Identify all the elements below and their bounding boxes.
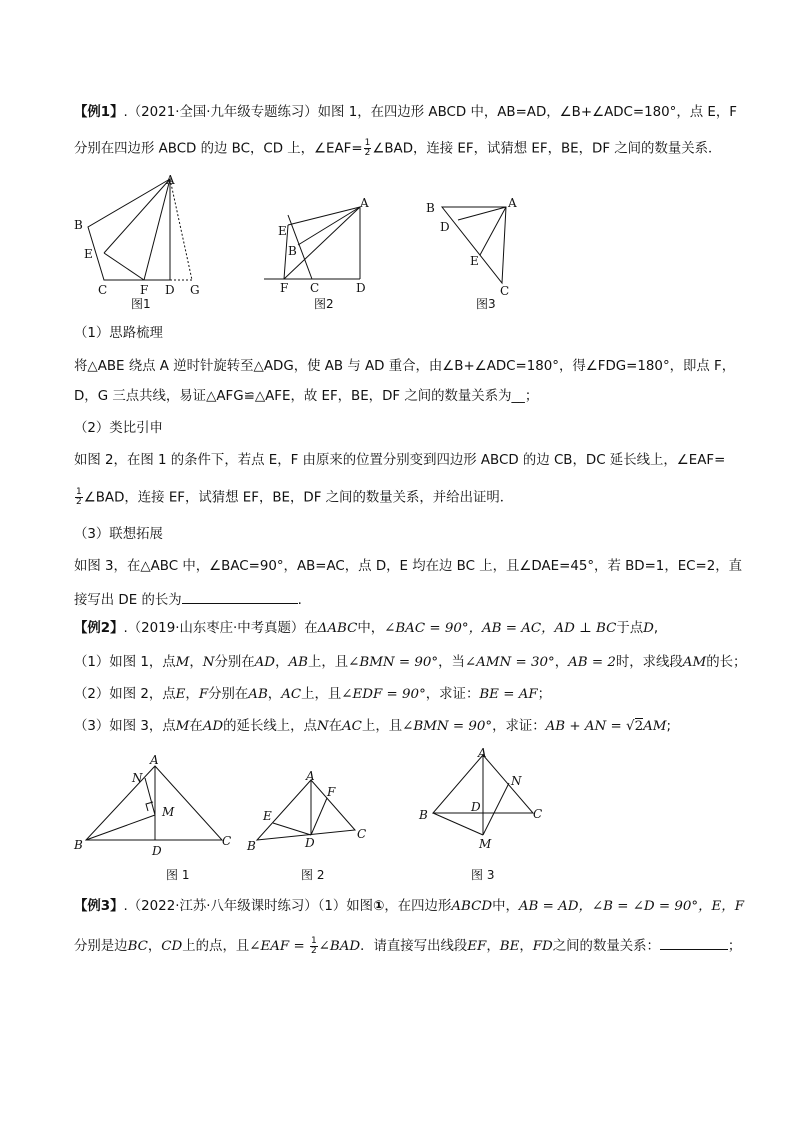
label-E: E xyxy=(470,254,479,268)
label-D: D xyxy=(152,844,162,858)
label-N: N xyxy=(132,771,143,785)
label-C: C xyxy=(500,284,510,298)
math: AB = AD，∠B = ∠D = 90°，E，F xyxy=(518,899,744,914)
circled-1: ① xyxy=(373,899,385,914)
math: BE = AF xyxy=(479,687,538,702)
label-A: A xyxy=(306,769,315,783)
math-d: D xyxy=(643,621,654,636)
label-A: A xyxy=(478,746,487,760)
txt: ，求证： xyxy=(425,687,480,702)
ex1-part1-line1: 将△ABE 绕点 A 逆时针旋转至△ADG，使 AB 与 AD 重合，由∠B+∠ADC=180°，得∠FDG=180°，即点 F， xyxy=(74,359,736,374)
ex1-tag: 【例1】 xyxy=(74,105,124,120)
ex3-fraction xyxy=(310,937,318,956)
math: AB + AN = xyxy=(545,719,627,734)
txt: （3）如图 3，点 xyxy=(74,719,176,734)
math: ∠AMN = 30° xyxy=(464,655,555,670)
ex1-part1-line2: D，G 三点共线，易证△AFG≌△AFE，故 EF，BE，DF 之间的数量关系为__； xyxy=(74,389,539,404)
ex1-part3-end: . xyxy=(297,593,302,608)
txt: ； xyxy=(537,687,552,702)
txt: ， xyxy=(275,655,289,670)
txt: ， xyxy=(486,939,500,954)
txt: ．请直接写出线段 xyxy=(360,939,468,954)
seg-df xyxy=(311,798,327,835)
math: ∠EDF = 90° xyxy=(341,687,426,702)
ex1-text-2b: ∠BAD，连接 EF，试猜想 EF，BE，DF 之间的数量关系． xyxy=(372,141,722,157)
math: ∠BMN = 90° xyxy=(402,719,493,734)
txt: , xyxy=(653,621,659,636)
seg-bm xyxy=(86,815,155,840)
math: AD xyxy=(202,719,224,734)
math: AM xyxy=(682,655,707,670)
ex3-line1 xyxy=(74,898,744,916)
seg-af xyxy=(284,207,360,279)
txt: 上，且 xyxy=(361,719,403,734)
caption-ex2-fig1: 图 1 xyxy=(166,868,190,882)
txt: ，当 xyxy=(438,655,465,670)
txt: （2）如图 2，点 xyxy=(74,687,176,702)
math: AC xyxy=(281,687,302,702)
ex2-q3 xyxy=(74,718,671,736)
frac-den: 2 xyxy=(310,945,317,956)
math-final xyxy=(546,718,667,734)
math: ∠EAF = xyxy=(249,939,309,954)
ex2-q2 xyxy=(74,686,551,704)
seg-de xyxy=(273,823,311,835)
math: AD xyxy=(254,655,276,670)
seg-mn xyxy=(483,783,509,835)
label-F: F xyxy=(140,283,149,297)
txt: （1）如图 xyxy=(317,899,374,914)
triangle-abc xyxy=(86,766,222,840)
ex1-part3-title: （3）联想拓展 xyxy=(74,527,163,542)
txt: 于点 xyxy=(616,621,644,636)
math: BE xyxy=(499,939,520,954)
sqrt-arg: 2 xyxy=(634,719,644,734)
math: N xyxy=(202,655,215,670)
label-B: B xyxy=(74,838,83,852)
label-C: C xyxy=(222,834,232,848)
frac-den: 2 xyxy=(364,148,371,158)
ex1-figure-3 xyxy=(420,195,530,315)
seg-ad xyxy=(458,207,506,220)
txt: ， xyxy=(189,655,203,670)
txt: ， xyxy=(185,687,199,702)
txt: 中， xyxy=(357,621,385,636)
txt: ， xyxy=(147,939,162,954)
ex1-figure-2 xyxy=(260,195,380,315)
ex1-line1 xyxy=(74,104,737,122)
txt: 时，求线段 xyxy=(615,655,683,670)
ex1-part2-fraction xyxy=(75,488,83,507)
math: CD xyxy=(161,939,183,954)
frac-den: 2 xyxy=(76,497,82,507)
math-triangle: ΔABC xyxy=(317,621,358,636)
label-C: C xyxy=(310,281,320,295)
math: ∠BMN = 90° xyxy=(348,655,439,670)
ex2-q1 xyxy=(74,654,746,672)
label-E: E xyxy=(263,809,272,823)
txt: 之间的数量关系： xyxy=(552,939,660,954)
txt: ，求证： xyxy=(492,719,546,734)
ex1-part2-line1: 如图 2，在图 1 的条件下，若点 E，F 由原来的位置分别变到四边形 ABCD 的边 CB，DC 延长线上，∠EAF= xyxy=(74,453,726,468)
ex1-part1-title: （1）思路梳理 xyxy=(74,326,163,341)
ex3-line2 xyxy=(74,935,741,956)
label-B: B xyxy=(247,839,256,853)
math: BC xyxy=(127,939,148,954)
sqrt-sign: √ xyxy=(626,719,635,734)
txt: 上，且 xyxy=(301,687,342,702)
frac-num: 1 xyxy=(310,935,317,946)
frac-num: 1 xyxy=(76,487,82,497)
answer-blank-relation[interactable] xyxy=(660,935,728,950)
ex2-intro xyxy=(74,620,658,638)
caption-ex2-fig2: 图 2 xyxy=(301,868,325,882)
math: ∠BAD xyxy=(318,939,361,954)
ex3-source: .（2022·江苏·八年级课时练习） xyxy=(123,899,318,914)
ex1-source: .（2021·全国·九年级专题练习） xyxy=(123,105,318,120)
math: AB xyxy=(248,687,268,702)
ex1-fraction xyxy=(364,139,372,158)
ex1-text-2a: 分别在四边形 ABCD 的边 BC，CD 上，∠EAF= xyxy=(74,141,363,157)
math: AC xyxy=(342,719,362,734)
seg-ae xyxy=(480,207,506,255)
txt: 在 xyxy=(328,719,343,734)
math: AB = 2 xyxy=(568,655,616,670)
caption-fig1: 图1 xyxy=(131,297,151,311)
ex3-tag: 【例3】 xyxy=(74,899,124,914)
caption-fig3: 图3 xyxy=(476,297,496,311)
label-D: D xyxy=(471,800,481,814)
math: M xyxy=(175,719,190,734)
caption-ex2-fig3: 图 3 xyxy=(471,868,495,882)
answer-blank-de[interactable] xyxy=(182,589,298,604)
label-G: G xyxy=(190,283,200,297)
label-C: C xyxy=(98,283,108,297)
ex1-text-1: 如图 1，在四边形 ABCD 中，AB=AD，∠B+∠ADC=180°，点 E，F xyxy=(317,105,737,120)
ex2-tag: 【例2】 xyxy=(74,621,124,636)
ex2-figure-2 xyxy=(245,770,380,885)
label-A: A xyxy=(360,196,369,210)
math: FD xyxy=(532,939,553,954)
math: ABCD xyxy=(451,899,493,914)
math: F xyxy=(198,687,209,702)
label-E: E xyxy=(84,247,93,261)
label-D: D xyxy=(440,220,450,234)
label-M: M xyxy=(479,837,492,851)
math: E xyxy=(175,687,186,702)
txt: 分别在 xyxy=(214,655,255,670)
ex1-figure-1 xyxy=(70,170,220,315)
ex1-line2 xyxy=(74,139,721,159)
label-E: E xyxy=(278,224,287,238)
ex1-part3-text: 接写出 DE 的长为 xyxy=(74,593,182,608)
seg-mn xyxy=(145,778,155,815)
seg-ab xyxy=(298,207,360,245)
txt: ，在四边形 xyxy=(384,899,452,914)
ex1-part2-title: （2）类比引申 xyxy=(74,421,163,436)
frac-num: 1 xyxy=(364,138,371,148)
math: AB xyxy=(288,655,308,670)
label-F: F xyxy=(327,785,336,799)
triangle-abc xyxy=(442,207,506,283)
label-D: D xyxy=(165,283,175,297)
ex2-figure-3 xyxy=(415,745,555,885)
label-A: A xyxy=(150,753,159,767)
quad-abcd xyxy=(88,179,170,280)
label-B: B xyxy=(74,218,83,232)
txt: ； xyxy=(727,939,742,954)
math: AM xyxy=(643,719,667,734)
txt: ， xyxy=(554,655,569,670)
ex1-part3-line2 xyxy=(74,589,302,610)
txt: 在 xyxy=(304,621,318,636)
label-F: F xyxy=(280,281,289,295)
txt: 在 xyxy=(189,719,203,734)
seg-ef xyxy=(273,798,327,823)
txt: 的长； xyxy=(706,655,747,670)
label-C: C xyxy=(533,807,543,821)
caption-fig2: 图2 xyxy=(314,297,334,311)
seg-ae xyxy=(288,207,360,225)
txt: ; xyxy=(666,719,671,734)
seg-bm xyxy=(433,813,483,835)
label-C: C xyxy=(357,827,367,841)
txt: 分别是边 xyxy=(74,939,128,954)
math-condition: ∠BAC = 90°，AB = AC，AD ⊥ BC xyxy=(384,621,617,636)
label-D: D xyxy=(356,281,366,295)
ex1-part2-line2 xyxy=(74,488,513,508)
seg-ef xyxy=(104,253,144,280)
label-B: B xyxy=(288,244,297,258)
math: EF xyxy=(467,939,487,954)
math: N xyxy=(316,719,329,734)
txt: 上的点，且 xyxy=(182,939,250,954)
label-A: A xyxy=(166,173,175,187)
txt: 上，且 xyxy=(307,655,349,670)
label-M: M xyxy=(162,805,175,819)
label-B: B xyxy=(426,201,435,215)
txt: ， xyxy=(519,939,533,954)
ex1-part2-text: ∠BAD，连接 EF，试猜想 EF，BE，DF 之间的数量关系，并给出证明． xyxy=(83,490,514,506)
txt: ， xyxy=(267,687,282,702)
txt: 分别在 xyxy=(208,687,249,702)
txt: （1）如图 1，点 xyxy=(74,655,176,670)
txt: 的延长线上，点 xyxy=(223,719,317,734)
label-B: B xyxy=(419,808,428,822)
label-D: D xyxy=(305,836,315,850)
label-A: A xyxy=(508,196,517,210)
label-N: N xyxy=(511,774,522,788)
math: M xyxy=(175,655,190,670)
seg-ag-dotted xyxy=(170,179,192,280)
ex1-part3-line1: 如图 3，在△ABC 中，∠BAC=90°，AB=AC，点 D，E 均在边 BC 上，且∠DAE=45°，若 BD=1，EC=2，直 xyxy=(74,559,743,574)
ex2-figure-1 xyxy=(70,752,240,887)
ex2-source: .（2019·山东枣庄·中考真题） xyxy=(123,621,305,636)
txt: 中， xyxy=(492,899,519,914)
